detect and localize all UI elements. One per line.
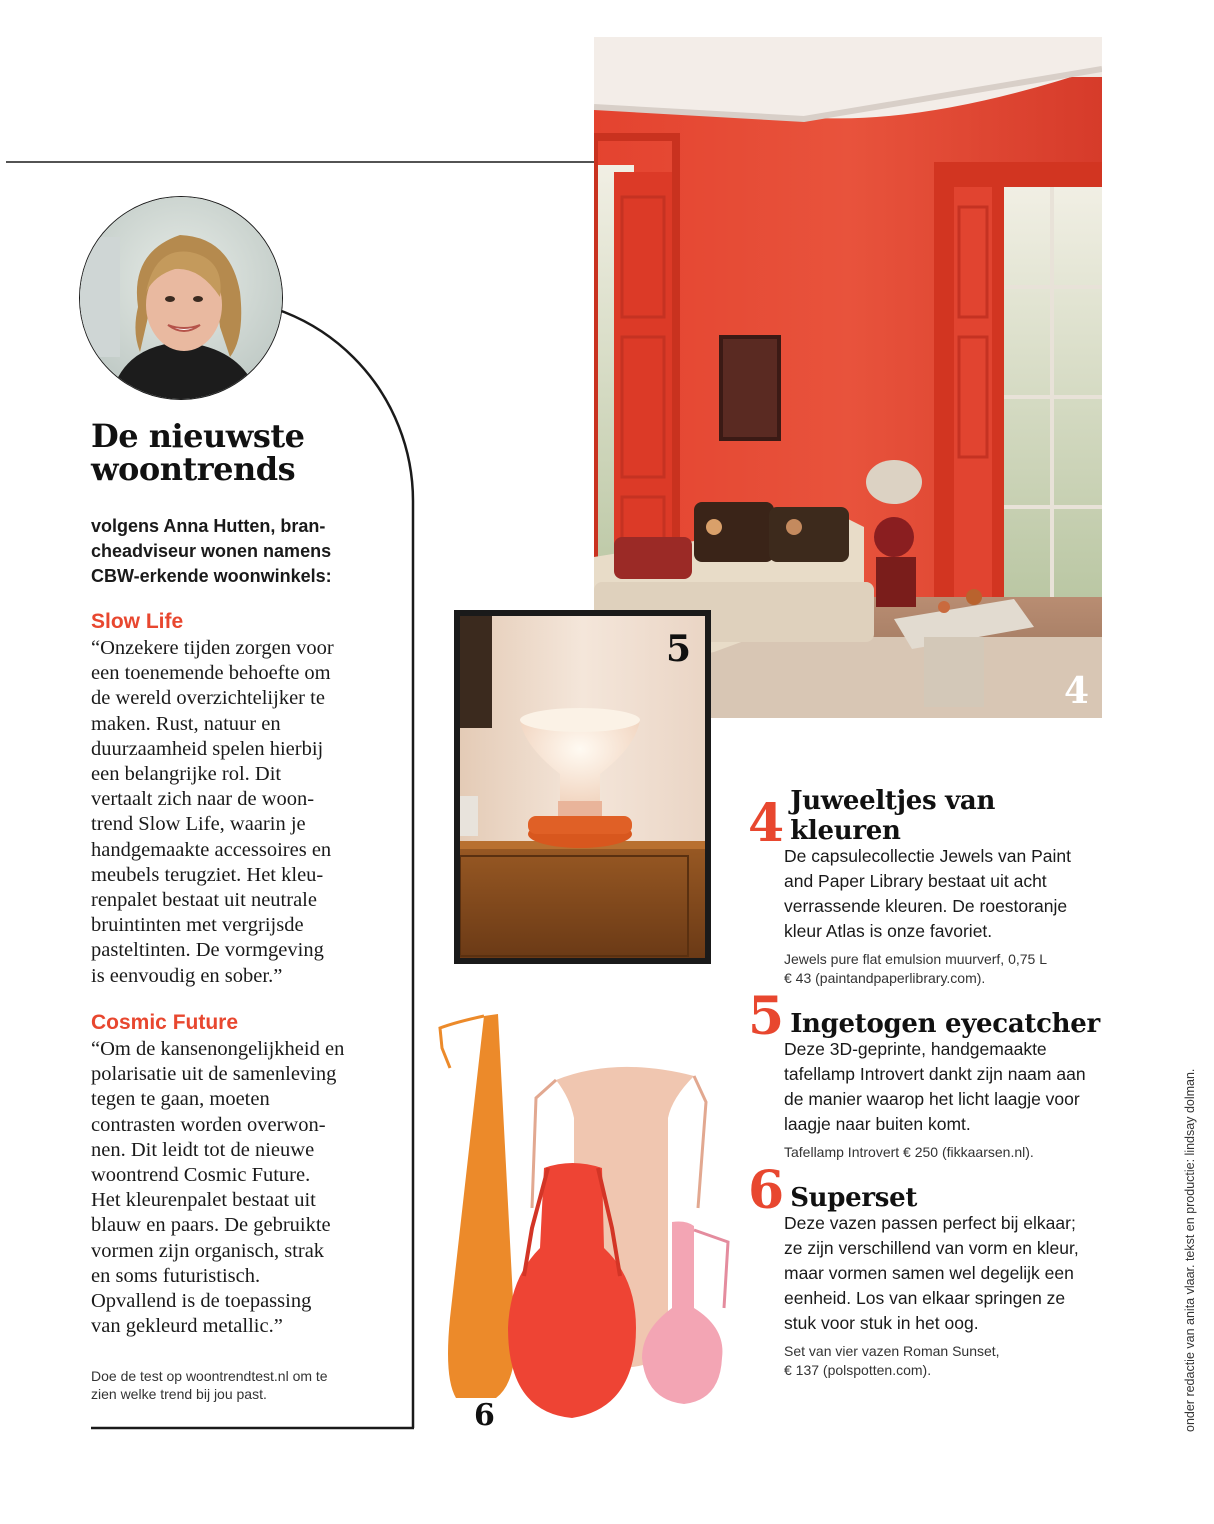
photo-number-5: 5 (666, 628, 692, 670)
body-line: vertaalt zich naar de woon- (91, 788, 315, 811)
body-line: Het kleurenpalet bestaat uit (91, 1189, 316, 1212)
item-price (784, 950, 1108, 988)
item-price (784, 1143, 1108, 1162)
body-line: tegen te gaan, moeten (91, 1088, 270, 1111)
item-line: verrassende kleuren. De roestoranje (784, 896, 1068, 916)
body-line: duurzaamheid spelen hierbij (91, 737, 324, 760)
body-line: contrasten worden overwon- (91, 1113, 326, 1136)
item-small-line: Set van vier vazen Roman Sunset, (784, 1343, 1000, 1359)
author-portrait (79, 196, 283, 400)
portrait-illustration (80, 197, 283, 400)
body-line: “Om de kansenongelijkheid en (91, 1038, 345, 1060)
article-title-line: woontrends (91, 450, 296, 488)
body-line: een belangrijke rol. Dit (91, 763, 282, 786)
body-line: vormen zijn organisch, strak (91, 1239, 325, 1262)
body-line: polarisatie uit de samenleving (91, 1063, 337, 1086)
item-small-line: Tafellamp Introvert € 250 (fikkaarsen.nl). (784, 1144, 1034, 1160)
item-text (784, 1037, 1108, 1137)
item-6 (748, 1160, 1108, 1380)
body-line: van gekleurd metallic.” (91, 1315, 283, 1338)
body-line: pasteltinten. De vormgeving (91, 939, 324, 962)
item-small-line: Jewels pure flat emulsion muurverf, 0,75 L (784, 951, 1048, 967)
item-title: Superset (790, 1183, 918, 1213)
item-number: 4 (748, 793, 785, 854)
intro-line: CBW-erkende woonwinkels: (91, 566, 332, 586)
body-line: bruintinten met vergrijsde (91, 914, 304, 937)
body-line: woontrend Cosmic Future. (91, 1164, 311, 1187)
item-4 (748, 786, 1108, 988)
intro-line: volgens Anna Hutten, bran- (91, 516, 326, 536)
photo-number-6: 6 (474, 1398, 495, 1433)
body-line: blauw en paars. De gebruikte (91, 1214, 331, 1237)
section-body-cosmic-future (91, 1037, 344, 1339)
body-line: de wereld overzichtelijker te (91, 687, 325, 710)
body-line: “Onzekere tijden zorgen voor (91, 637, 334, 659)
item-line: and Paper Library bestaat uit acht (784, 871, 1047, 891)
footer-line: zien welke trend bij jou past. (91, 1386, 267, 1402)
body-line: Opvallend is de toepassing (91, 1290, 312, 1313)
photo-number-4: 4 (1064, 670, 1090, 712)
footer-line: Doe de test op woontrendtest.nl om te (91, 1368, 328, 1384)
item-price (784, 1342, 1108, 1380)
item-line: maar vormen samen wel degelijk een (784, 1263, 1074, 1283)
item-small-line: € 43 (paintandpaperlibrary.com). (784, 970, 986, 986)
section-title-slow-life: Slow Life (91, 610, 184, 633)
item-header (748, 986, 1108, 1047)
body-line: handgemaakte accessoires en (91, 838, 332, 861)
item-line: tafellamp Introvert dankt zijn naam aan (784, 1064, 1086, 1084)
item-line: De capsulecollectie Jewels van Paint (784, 846, 1071, 866)
item-line: kleur Atlas is onze favoriet. (784, 921, 993, 941)
body-line: nen. Dit leidt tot de nieuwe (91, 1138, 315, 1161)
item-line: Deze vazen passen perfect bij elkaar; (784, 1213, 1076, 1233)
sidebar-footer-note (91, 1367, 328, 1403)
intro-line: cheadviseur wonen namens (91, 541, 332, 561)
intro-text (91, 514, 332, 589)
body-line: trend Slow Life, waarin je (91, 813, 306, 836)
body-line: maken. Rust, natuur en (91, 712, 281, 735)
item-header (748, 786, 1108, 854)
item-line: laagje naar buiten komt. (784, 1114, 971, 1134)
item-header (748, 1160, 1108, 1221)
vases-illustration (436, 1008, 736, 1438)
article-title (91, 417, 305, 488)
vases-photo (436, 1008, 736, 1438)
body-line: meubels terugziet. Het kleu- (91, 863, 324, 886)
item-text (784, 844, 1108, 944)
item-title: Juweeltjes van kleuren (790, 786, 996, 846)
credits: onder redactie van anita vlaar. tekst en productie: lindsay dolman. (1183, 1068, 1197, 1432)
item-line: ze zijn verschillend van vorm en kleur, (784, 1238, 1079, 1258)
item-line: de manier waarop het licht laagje voor (784, 1089, 1080, 1109)
section-title-cosmic-future: Cosmic Future (91, 1011, 239, 1034)
item-small-line: € 137 (polspotten.com). (784, 1362, 932, 1378)
item-number: 6 (748, 1160, 785, 1221)
item-title: Ingetogen eyecatcher (790, 1009, 1100, 1039)
item-line: stuk voor stuk in het oog. (784, 1313, 979, 1333)
body-line: en soms futuristisch. (91, 1264, 261, 1287)
section-body-slow-life (91, 636, 334, 989)
item-5 (748, 986, 1108, 1162)
item-line: eenheid. Los van elkaar springen ze (784, 1288, 1066, 1308)
body-line: renpalet bestaat uit neutrale (91, 889, 317, 912)
article-title-line: De nieuwste (91, 417, 305, 455)
item-line: Deze 3D-geprinte, handgemaakte (784, 1039, 1047, 1059)
item-text (784, 1211, 1108, 1336)
body-line: een toenemende behoefte om (91, 662, 331, 685)
body-line: is eenvoudig en sober.” (91, 964, 283, 987)
item-number: 5 (748, 986, 785, 1047)
